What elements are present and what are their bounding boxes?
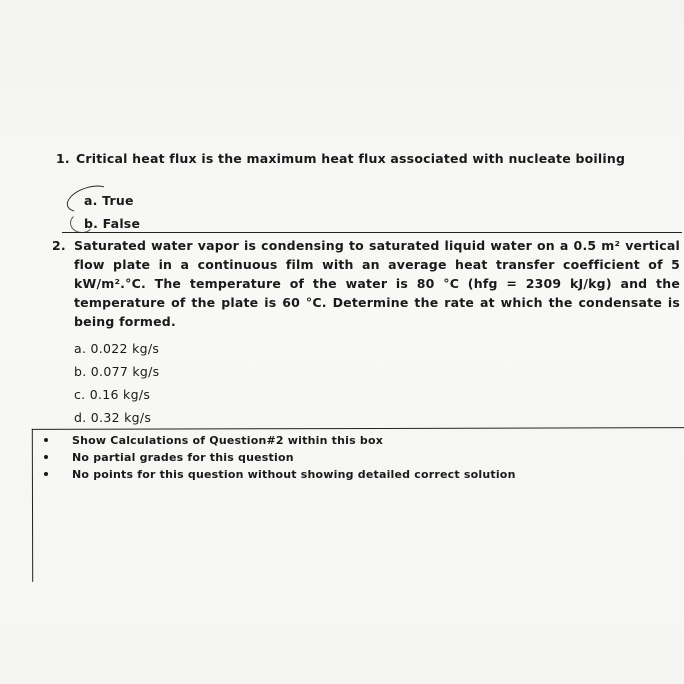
- question-2-number: 2.: [52, 238, 66, 253]
- bullet-icon: [44, 438, 48, 442]
- option-label: 0.077 kg/s: [90, 364, 160, 379]
- instruction-item: [40, 432, 660, 449]
- option-label: 0.16 kg/s: [89, 387, 151, 402]
- instruction-list: [40, 432, 660, 483]
- option-letter: a.: [74, 341, 87, 356]
- option-letter: a.: [84, 193, 98, 208]
- option-label: 0.022 kg/s: [90, 341, 160, 356]
- instruction-item: [40, 466, 660, 483]
- question-1-number: 1.: [56, 151, 70, 166]
- option-label: 0.32 kg/s: [90, 410, 152, 425]
- divider-line: [62, 232, 682, 233]
- instruction-text: No partial grades for this question: [72, 451, 294, 464]
- option-letter: c.: [74, 387, 86, 402]
- option-letter: b.: [74, 364, 87, 379]
- question-2-option-b[interactable]: [74, 364, 159, 379]
- question-1-option-a[interactable]: [84, 193, 134, 208]
- bullet-icon: [44, 472, 48, 476]
- question-1-text: Critical heat flux is the maximum heat flux associated with nucleate boiling: [76, 151, 626, 166]
- option-letter: d.: [74, 410, 87, 425]
- instruction-text: No points for this question without showing detailed correct solution: [72, 468, 516, 481]
- option-label: True: [102, 193, 134, 208]
- option-letter: b.: [84, 216, 99, 231]
- option-label: False: [102, 216, 141, 231]
- question-1-option-b[interactable]: [84, 216, 140, 231]
- question-2-option-d[interactable]: [74, 410, 151, 425]
- question-2-option-a[interactable]: [74, 341, 159, 356]
- instruction-item: [40, 449, 660, 466]
- bullet-icon: [44, 455, 48, 459]
- instruction-text: Show Calculations of Question#2 within this box: [72, 434, 384, 447]
- question-2-text: Saturated water vapor is condensing to saturated liquid water on a 0.5 m² vertical flow plate in a continuous film with an average heat transfer coefficient of 5 kW/m².°C. The temperature of the water is 80 °C (hfg = 2309 kJ/kg) and the temperature of the plate is 60 °C. Determine the rate at which the condensate is being formed.: [74, 238, 680, 329]
- question-2-option-c[interactable]: [74, 387, 150, 402]
